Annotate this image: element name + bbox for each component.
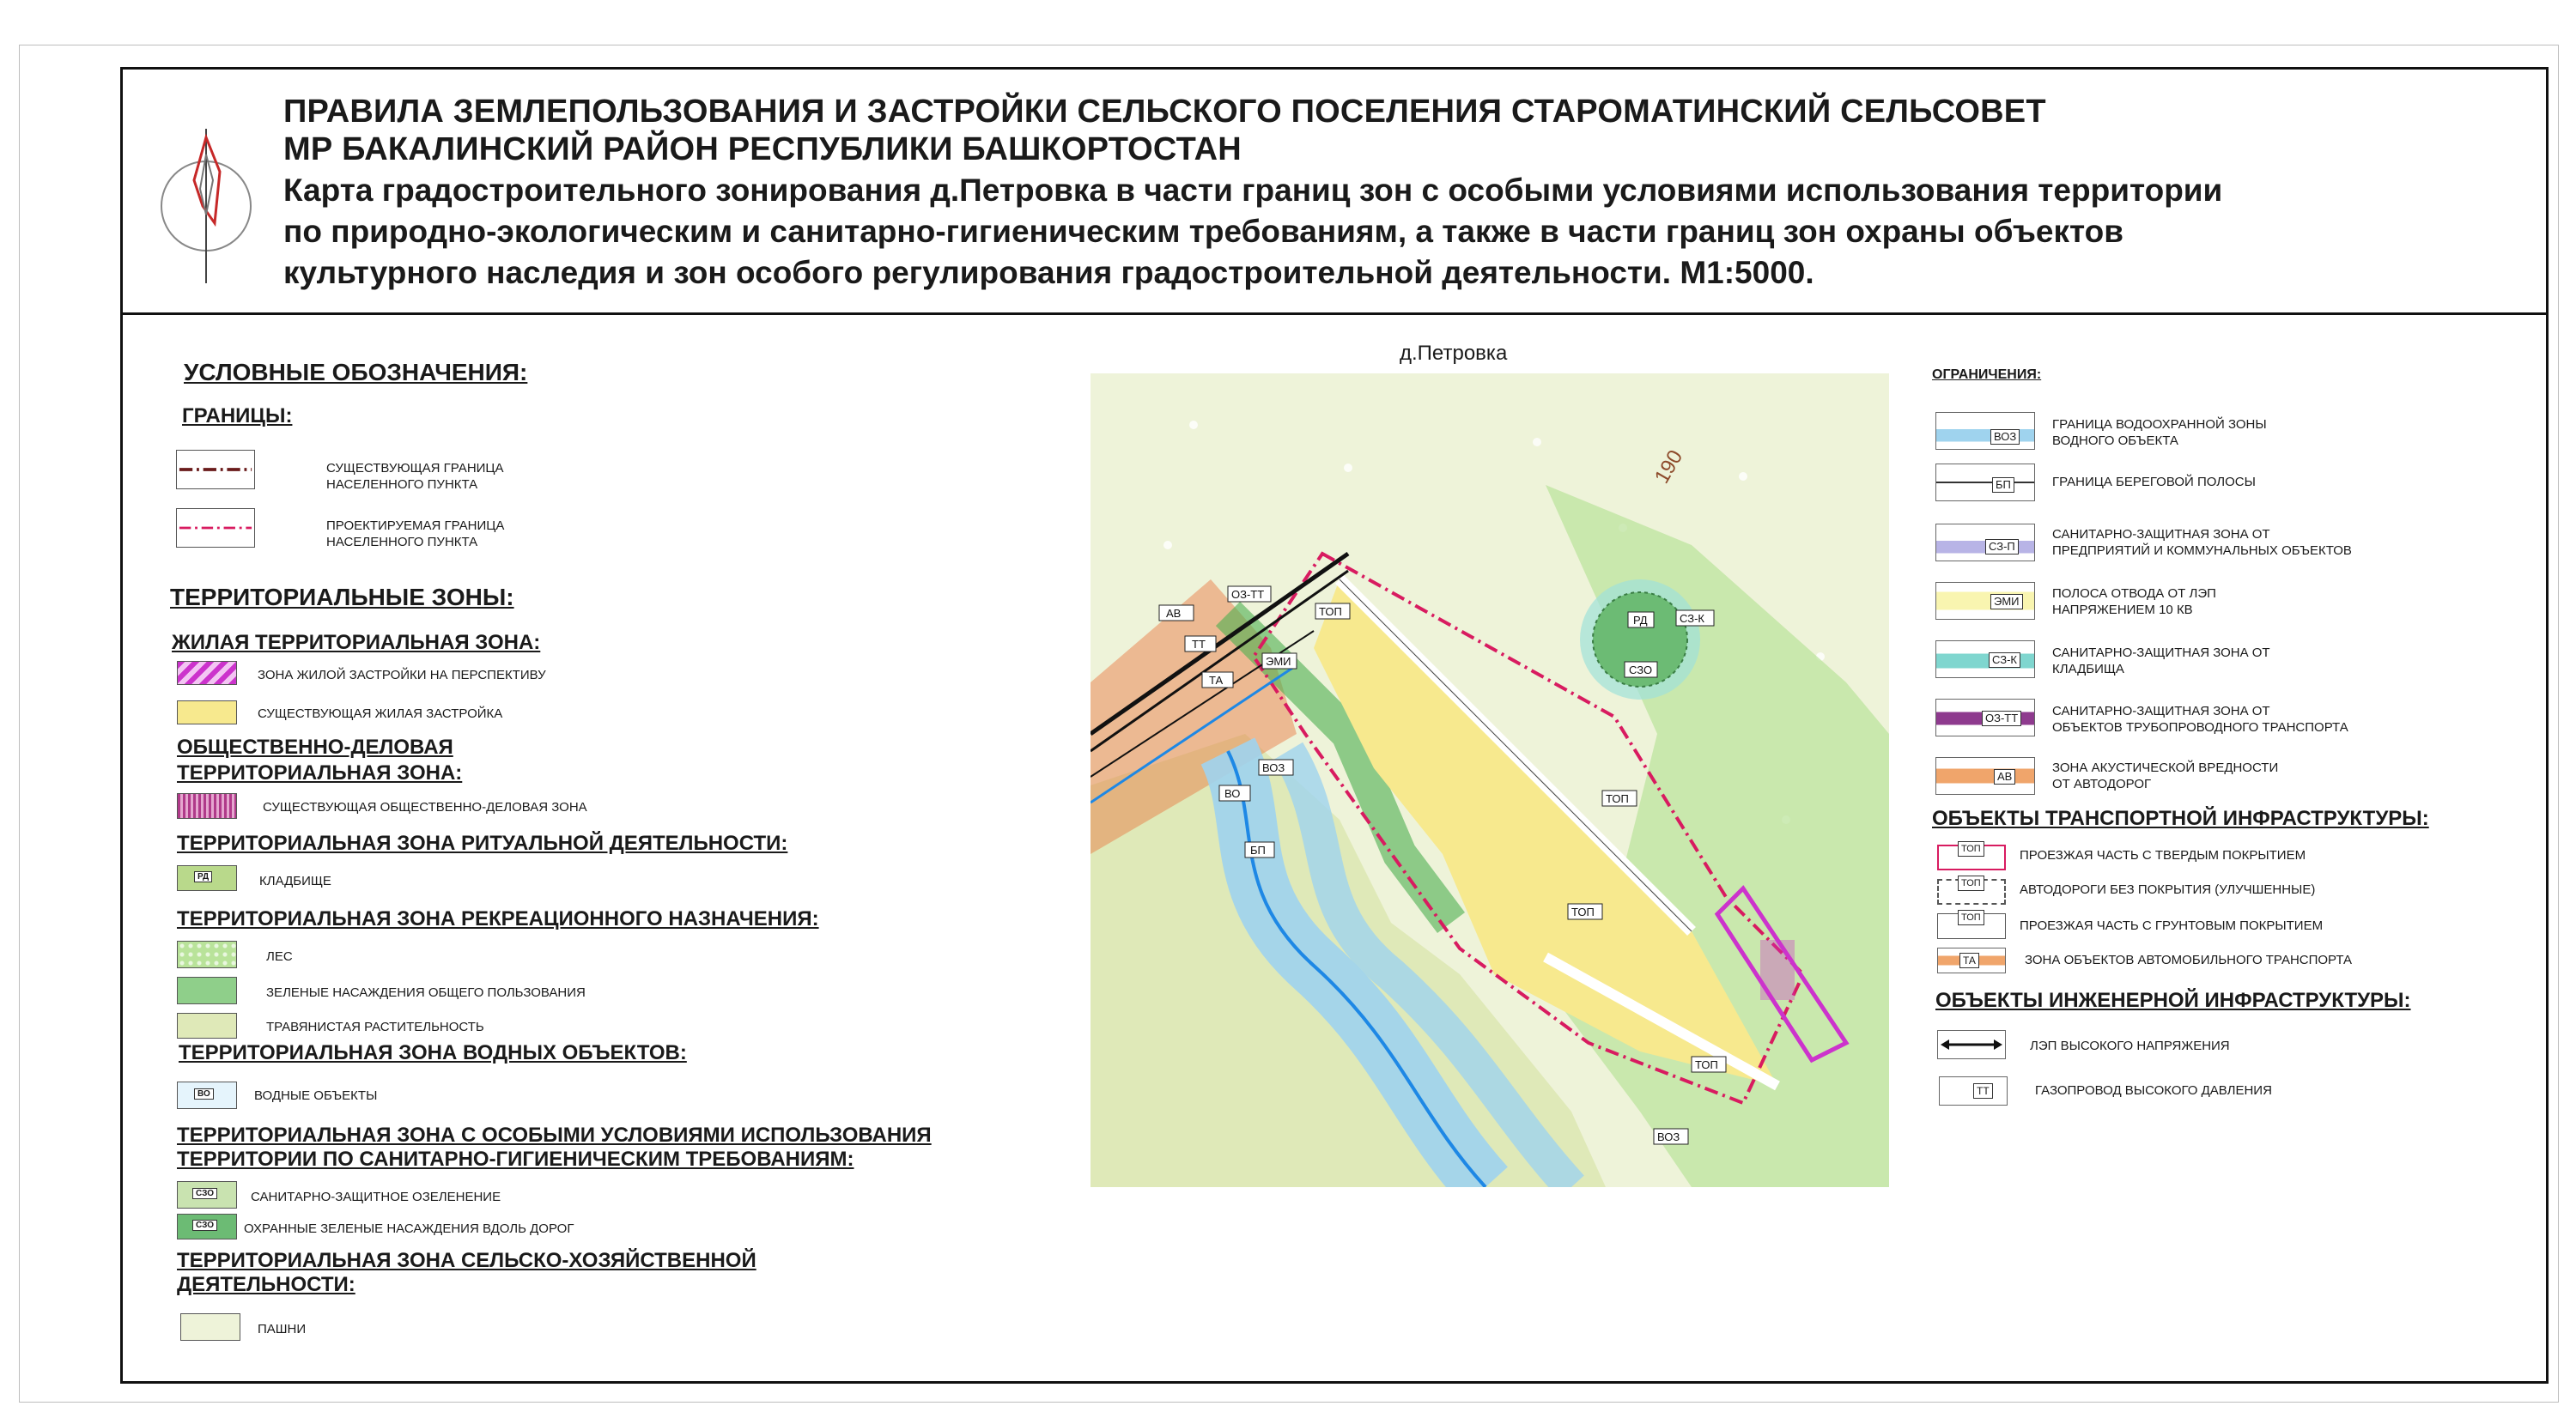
agri-heading-2: ДЕЯТЕЛЬНОСТИ: <box>177 1273 355 1296</box>
restriction-swatch-bp <box>1935 464 2035 501</box>
borders-heading: ГРАНИЦЫ: <box>182 404 293 427</box>
coat-of-arms-logo <box>153 120 256 292</box>
map-label-top-2: ТОП <box>1606 792 1629 805</box>
restriction-emi-line1: ПОЛОСА ОТВОДА ОТ ЛЭП <box>2052 586 2216 601</box>
existing-residential-swatch <box>177 700 237 724</box>
map-label-top-3: ТОП <box>1571 906 1595 918</box>
restriction-av-line2: ОТ АВТОДОРОГ <box>2052 777 2152 791</box>
special-heading-2: ТЕРРИТОРИИ ПО САНИТАРНО-ГИГИЕНИЧЕСКИМ ТРЕБОВАНИЯМ: <box>177 1148 854 1171</box>
transport-ground-code: ТОП <box>1958 910 1984 925</box>
green-space-swatch <box>177 977 237 1004</box>
map-label-av: АВ <box>1166 607 1182 620</box>
projected-border-label-1: ПРОЕКТИРУЕМАЯ ГРАНИЦА <box>326 518 505 533</box>
title-separator <box>120 312 2549 315</box>
green-space-label: ЗЕЛЕНЫЕ НАСАЖДЕНИЯ ОБЩЕГО ПОЛЬЗОВАНИЯ <box>266 985 586 1000</box>
restriction-szk-line2: КЛАДБИЩА <box>2052 662 2124 676</box>
recreation-heading: ТЕРРИТОРИАЛЬНАЯ ЗОНА РЕКРЕАЦИОННОГО НАЗНАЧЕНИЯ: <box>177 907 819 930</box>
restriction-szp-line1: САНИТАРНО-ЗАЩИТНАЯ ЗОНА ОТ <box>2052 527 2270 542</box>
water-code: ВО <box>194 1088 214 1100</box>
restriction-code-voz: ВОЗ <box>1990 429 2020 445</box>
restrictions-heading: ОГРАНИЧЕНИЯ: <box>1932 367 2042 382</box>
title-line-5: культурного наследия и зон особого регулирования градостроительной деятельности. М1:5000. <box>283 255 1814 290</box>
restriction-code-emi: ЭМИ <box>1990 594 2023 609</box>
sheet-title <box>283 93 2516 292</box>
cemetery-code: РД <box>194 871 212 882</box>
territorial-zones-heading: ТЕРРИТОРИАЛЬНЫЕ ЗОНЫ: <box>170 584 514 610</box>
map-caption: д.Петровка <box>1400 342 1508 365</box>
future-residential-swatch <box>177 661 237 685</box>
roadside-green-code: СЗО <box>192 1220 217 1231</box>
map-label-szo: СЗО <box>1629 664 1653 676</box>
map-label-ta: ТА <box>1209 674 1224 687</box>
existing-residential-label: СУЩЕСТВУЮЩАЯ ЖИЛАЯ ЗАСТРОЙКА <box>258 706 503 721</box>
map-label-top-1: ТОП <box>1319 605 1342 618</box>
business-swatch <box>177 793 237 819</box>
engineering-heading: ОБЪЕКТЫ ИНЖЕНЕРНОЙ ИНФРАСТРУКТУРЫ: <box>1935 989 2411 1012</box>
existing-border-label-2: НАСЕЛЕННОГО ПУНКТА <box>326 477 478 492</box>
title-line-2: МР БАКАЛИНСКИЙ РАЙОН РЕСПУБЛИКИ БАШКОРТОСТАН <box>283 131 1242 167</box>
gas-pipeline-label: ГАЗОПРОВОД ВЫСОКОГО ДАВЛЕНИЯ <box>2035 1083 2272 1098</box>
map-label-rd: РД <box>1633 614 1648 627</box>
existing-border-label-1: СУЩЕСТВУЮЩАЯ ГРАНИЦА <box>326 461 504 476</box>
title-line-4: по природно-экологическим и санитарно-гигиеническим требованиям, а также в части границ зон охраны объектов <box>283 214 2124 249</box>
transport-unpaved-code: ТОП <box>1958 876 1984 891</box>
map-label-emi: ЭМИ <box>1266 655 1291 668</box>
map-label-top-4: ТОП <box>1695 1058 1718 1071</box>
restriction-voz-line2: ВОДНОГО ОБЪЕКТА <box>2052 433 2178 448</box>
transport-ground-label: ПРОЕЗЖАЯ ЧАСТЬ С ГРУНТОВЫМ ПОКРЫТИЕМ <box>2020 918 2324 933</box>
restriction-szp-line2: ПРЕДПРИЯТИЙ И КОММУНАЛЬНЫХ ОБЪЕКТОВ <box>2052 543 2352 558</box>
zoning-map <box>1091 373 1889 1187</box>
cemetery-label: КЛАДБИЩЕ <box>259 874 331 888</box>
map-contour-label: 190 <box>1649 445 1688 488</box>
sanitary-green-code: СЗО <box>192 1188 217 1199</box>
restriction-code-bp: БП <box>1992 477 2014 493</box>
future-residential-label: ЗОНА ЖИЛОЙ ЗАСТРОЙКИ НА ПЕРСПЕКТИВУ <box>258 668 546 682</box>
transport-paved-code: ТОП <box>1958 841 1984 857</box>
special-heading-1: ТЕРРИТОРИАЛЬНАЯ ЗОНА С ОСОБЫМИ УСЛОВИЯМИ ИСПОЛЬЗОВАНИЯ <box>177 1124 932 1147</box>
map-label-bp: БП <box>1250 844 1266 857</box>
restriction-bp-line1: ГРАНИЦА БЕРЕГОВОЙ ПОЛОСЫ <box>2052 475 2256 489</box>
grass-swatch <box>177 1013 237 1039</box>
power-line-swatch <box>1937 1030 2006 1059</box>
map-label-voz-2: ВОЗ <box>1657 1130 1680 1143</box>
transport-auto-label: ЗОНА ОБЪЕКТОВ АВТОМОБИЛЬНОГО ТРАНСПОРТА <box>2025 953 2353 967</box>
transport-paved-label: ПРОЕЗЖАЯ ЧАСТЬ С ТВЕРДЫМ ПОКРЫТИЕМ <box>2020 848 2306 863</box>
transport-heading: ОБЪЕКТЫ ТРАНСПОРТНОЙ ИНФРАСТРУКТУРЫ: <box>1932 807 2429 830</box>
map-label-voz-1: ВОЗ <box>1262 761 1285 774</box>
grass-label: ТРАВЯНИСТАЯ РАСТИТЕЛЬНОСТЬ <box>266 1020 484 1034</box>
residential-heading: ЖИЛАЯ ТЕРРИТОРИАЛЬНАЯ ЗОНА: <box>172 631 541 654</box>
title-line-1: ПРАВИЛА ЗЕМЛЕПОЛЬЗОВАНИЯ И ЗАСТРОЙКИ СЕЛЬСКОГО ПОСЕЛЕНИЯ СТАРОМАТИНСКИЙ СЕЛЬСОВЕТ <box>283 94 2046 130</box>
forest-label: ЛЕС <box>266 949 293 964</box>
restriction-voz-line1: ГРАНИЦА ВОДООХРАННОЙ ЗОНЫ <box>2052 417 2267 432</box>
forest-swatch <box>177 941 237 968</box>
map-label-oztt: ОЗ-ТТ <box>1231 588 1265 601</box>
restriction-code-oztt: ОЗ-ТТ <box>1982 711 2021 726</box>
restriction-code-szk: СЗ-К <box>1989 652 2020 668</box>
map-label-vo: ВО <box>1224 787 1241 800</box>
fields-swatch <box>180 1313 240 1341</box>
power-line-label: ЛЭП ВЫСОКОГО НАПРЯЖЕНИЯ <box>2030 1039 2230 1053</box>
projected-border-swatch <box>176 508 255 548</box>
legend-heading: УСЛОВНЫЕ ОБОЗНАЧЕНИЯ: <box>184 359 528 385</box>
business-heading-1: ОБЩЕСТВЕННО-ДЕЛОВАЯ <box>177 736 453 759</box>
restriction-oztt-line1: САНИТАРНО-ЗАЩИТНАЯ ЗОНА ОТ <box>2052 704 2270 718</box>
transport-unpaved-label: АВТОДОРОГИ БЕЗ ПОКРЫТИЯ (УЛУЧШЕННЫЕ) <box>2020 882 2316 897</box>
transport-auto-code: ТА <box>1959 953 1979 968</box>
water-label: ВОДНЫЕ ОБЪЕКТЫ <box>254 1088 378 1103</box>
gas-pipeline-code: ТТ <box>1973 1083 1993 1099</box>
restriction-av-line1: ЗОНА АКУСТИЧЕСКОЙ ВРЕДНОСТИ <box>2052 761 2279 775</box>
restriction-emi-line2: НАПРЯЖЕНИЕМ 10 КВ <box>2052 603 2193 617</box>
fields-label: ПАШНИ <box>258 1322 307 1336</box>
restriction-code-av: АВ <box>1994 769 2015 785</box>
restriction-code-szp: СЗ-П <box>1985 539 2019 555</box>
title-line-3: Карта градостроительного зонирования д.Петровка в части границ зон с особыми условиями использования территории <box>283 173 2223 208</box>
restriction-szk-line1: САНИТАРНО-ЗАЩИТНАЯ ЗОНА ОТ <box>2052 645 2270 660</box>
ritual-heading: ТЕРРИТОРИАЛЬНАЯ ЗОНА РИТУАЛЬНОЙ ДЕЯТЕЛЬНОСТИ: <box>177 832 788 855</box>
restriction-swatch-av <box>1935 757 2035 795</box>
restriction-swatch-voz <box>1935 412 2035 450</box>
water-heading: ТЕРРИТОРИАЛЬНАЯ ЗОНА ВОДНЫХ ОБЪЕКТОВ: <box>179 1041 687 1064</box>
map-label-tt: ТТ <box>1192 638 1206 651</box>
projected-border-label-2: НАСЕЛЕННОГО ПУНКТА <box>326 535 478 549</box>
business-heading-2: ТЕРРИТОРИАЛЬНАЯ ЗОНА: <box>177 761 463 785</box>
roadside-green-label: ОХРАННЫЕ ЗЕЛЕНЫЕ НАСАЖДЕНИЯ ВДОЛЬ ДОРОГ <box>244 1221 574 1236</box>
existing-border-swatch <box>176 450 255 489</box>
agri-heading-1: ТЕРРИТОРИАЛЬНАЯ ЗОНА СЕЛЬСКО-ХОЗЯЙСТВЕННОЙ <box>177 1249 756 1272</box>
restriction-oztt-line2: ОБЪЕКТОВ ТРУБОПРОВОДНОГО ТРАНСПОРТА <box>2052 720 2348 735</box>
business-label: СУЩЕСТВУЮЩАЯ ОБЩЕСТВЕННО-ДЕЛОВАЯ ЗОНА <box>263 800 587 815</box>
sanitary-green-label: САНИТАРНО-ЗАЩИТНОЕ ОЗЕЛЕНЕНИЕ <box>251 1190 501 1204</box>
map-label-szk: СЗ-К <box>1680 612 1704 625</box>
